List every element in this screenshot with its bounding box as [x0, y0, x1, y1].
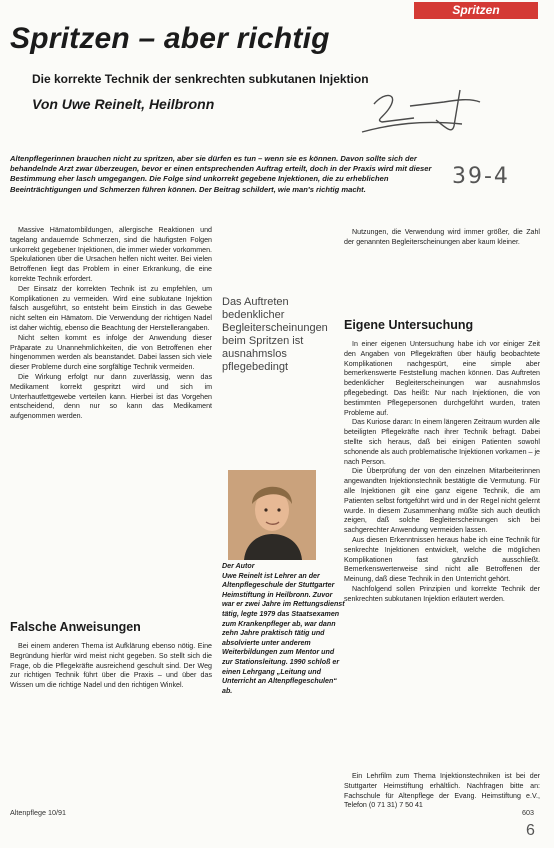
paragraph: Nicht selten kommt es infolge der Anwendung dieser Präparate zu Unannehmlichkeiten, die von Betroffenen eher hingenommen werden als beanstandet. Dabei lassen sich viele dieser Probleme durch eine sorgfältige Technik vermeiden. [10, 333, 212, 372]
pull-quote: Das Auftreten bedenklicher Begleiterscheinungen beim Spritzen ist ausnahmslos pflegebedingt [222, 296, 328, 373]
column-3-intro [344, 228, 540, 248]
section-heading-eigene-untersuchung: Eigene Untersuchung [344, 318, 474, 332]
column-3 [344, 340, 540, 605]
paragraph: Bei einem anderen Thema ist Aufklärung ebenso nötig. Eine Begründung hierfür wird meist nicht gegeben. So stellt sich die Frage, ob die Pflegekräfte ausreichend geschult sind. Der Weg zur richtigen Technik führt über die Praxis – und über das Wissen um die richtige Nadel und den richtigen Winkel. [10, 642, 212, 690]
author-photo [228, 470, 316, 560]
paragraph: Nutzungen, die Verwendung wird immer größer, die Zahl der genannten Begleiterscheinungen aber kaum kleiner. [344, 228, 540, 246]
author-line: Von Uwe Reinelt, Heilbronn [32, 96, 215, 112]
paragraph: In einer eigenen Untersuchung habe ich vor einiger Zeit den Angaben von Pflegekräften über häufig beobachtete Komplikationen nachgespürt, eine simple aber bemerkenswerte Feststellung machen können. Das Auftreten bedenklicher Begleiterscheinungen war ausnahmslos pflegebedingt. Das heißt: Nur nach Injektionen, die von bestimmten Pflegepersonen durchgeführt wurden, traten Probleme auf. [344, 340, 540, 417]
bio-label: Der Autor [222, 562, 255, 570]
column-1-continued [10, 642, 212, 691]
paragraph: Die Wirkung erfolgt nur dann zuverlässig, wenn das Medikament korrekt gespritzt wird und sich im Unterhautfettgewebe verteilen kann. Hierbei ist das Vorgehen entscheidend, denn nur so kann das Medikament aufgenommen werden. [10, 372, 212, 421]
lead-paragraph: Altenpflegerinnen brauchen nicht zu spritzen, aber sie dürfen es tun – wenn sie es können. Davon sollte sich der behandelnde Arzt zwar überzeugen, bevor er einen entsprechenden Auftrag erteilt, doch in der Praxis wird mit dieser Bestimmung eher lasch umgegangen. Die Folge sind unkorrekt gegebene Injektionen, die zu erheblichen Beeinträchtigungen und Schmerzen führen können. Der Beitrag schildert, wie man's richtig macht. [10, 154, 432, 194]
column-1 [10, 226, 212, 422]
handwritten-signature [352, 84, 502, 140]
bio-text: Uwe Reinelt ist Lehrer an der Altenpflegeschule der Stuttgarter Heimstiftung in Heilbronn. Zuvor war er zwei Jahre im Rettungsdienst tätig, legte 1979 das Staatsexamen zum Krankenpfleger ab, war dann zehn Jahre praktisch tätig und absolvierte unter anderem Weiterbildungen zum Mentor und zur Stationsleitung. 1990 schloß er einen Lehrgang „Leitung und Unterricht an Altenpflegeschulen“ ab. [222, 571, 345, 695]
author-bio [222, 562, 346, 696]
paragraph: Die Überprüfung der von den einzelnen Mitarbeiterinnen angewandten Injektionstechnik bestätigte die Vermutung. Für alle Injektionen gilt eine ganz eigene Technik, die am Patienten selbst fortgeführt wird und in der Regel nicht gelernt wurde. In diesem Zusammenhang müßte sich auch deutlich zeigen, daß solche Begleiterscheinungen sich bei sachgerechter Anwendung vermeiden lassen. [344, 467, 540, 535]
paragraph: Nachfolgend sollen Prinzipien und korrekte Technik der senkrechten subkutanen Injektion erläutert werden. [344, 584, 540, 603]
handwritten-mark: 6 [526, 822, 535, 839]
subtitle: Die korrekte Technik der senkrechten subkutanen Injektion [32, 72, 369, 86]
paragraph: Aus diesen Erkenntnissen heraus habe ich eine Technik für senkrechte Injektionen entwickelt, welche die möglichen Komplikationen fast gänzlich ausschließt. Bemerkenswerterweise sind nicht alle Betroffenen der Meinung, daß diese Technik in den Unterricht gehört. [344, 535, 540, 584]
handwritten-number: 39-4 [452, 164, 510, 189]
paragraph: Ein Lehrfilm zum Thema Injektionstechniken ist bei der Stuttgarter Heimstiftung erhältlich. Nachfragen bitte an: Fachschule für Altenpflege der Evang. Heimstiftung e.V., Telefon (0 71 31) 7 50 41 [344, 772, 540, 810]
footer-issue: Altenpflege 10/91 [10, 808, 66, 817]
paragraph: Massive Hämatombildungen, allergische Reaktionen und tagelang andauernde Schmerzen, sind die häufigsten Folgen unkorrekt gegebener Injektionen, die immer wieder vorkommen. Spekulationen über die Ursachen helfen nicht weiter. Bei vielen Betroffenen liegt das Problem in einer Erkrankung, die eine korrekte Technik erfordert. [10, 226, 212, 283]
section-tag: Spritzen [414, 2, 538, 19]
page-number: 603 [522, 808, 534, 817]
paragraph: Das Kuriose daran: In einem längeren Zeitraum wurden alle beteiligten Pflegekräfte nach ihrer Technik befragt. Dabei stellte sich heraus, daß bei einigen Patienten sowohl schonende als auch problematische Injektionen vorkamen – je nach Person. [344, 418, 540, 466]
contact-note [344, 772, 540, 811]
page-title: Spritzen – aber richtig [10, 22, 330, 55]
paragraph: Der Einsatz der korrekten Technik ist zu empfehlen, um Komplikationen zu vermeiden. Wird eine subkutane Injektion falsch ausgeführt, so entsteht beim Einstich in das Gewebe nicht selten ein Hämatom. Die Verwendung der richtigen Nadel ist daher wichtig, ebenso die Beachtung der Herstellerangaben. [10, 284, 212, 332]
section-heading-falsche-anweisungen: Falsche Anweisungen [10, 620, 141, 634]
